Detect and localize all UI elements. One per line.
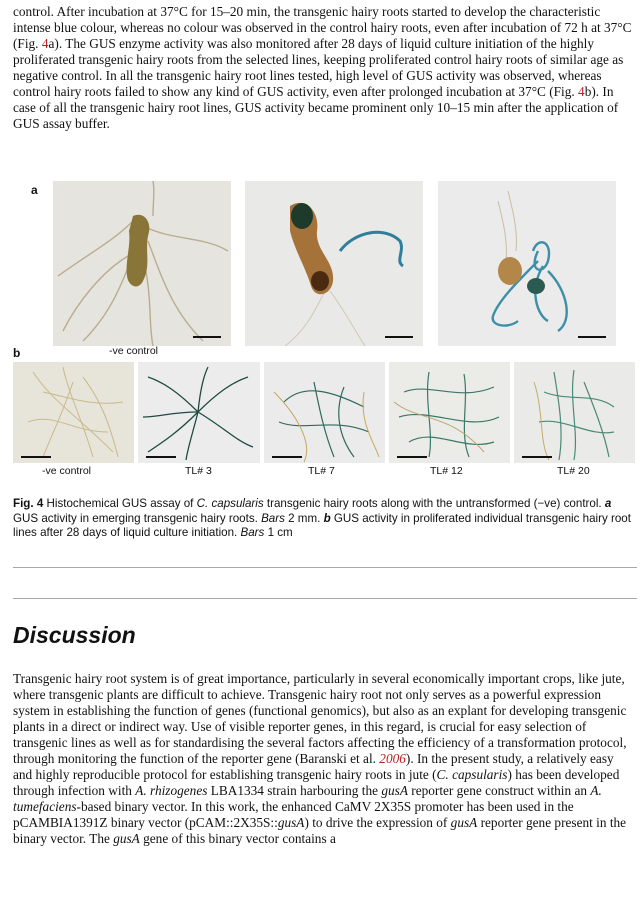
results-paragraph	[13, 4, 633, 132]
caption-bars-label: Bars	[240, 526, 265, 539]
paragraph-text: control. After incubation at 37°C for 15–20 min, the transgenic hairy roots started to develop the characteristic intense blue colour, whereas no colour was observed in the control hairy roots, even after incubation of 72 h at 37°C (Fig.	[13, 4, 632, 51]
panel-b-control-image	[13, 362, 134, 463]
scale-bar	[522, 456, 552, 458]
species-name: A. rhizogenes	[135, 783, 208, 798]
gene-name: gusA	[277, 815, 305, 830]
scale-bar	[397, 456, 427, 458]
paragraph-text: -based binary vector. In this work, the enhanced CaMV 2X35S promoter has been used in the pCAMBIA1391Z binary vector (pCAM::2X35S::	[13, 799, 574, 830]
scale-bar	[146, 456, 176, 458]
discussion-heading: Discussion	[13, 622, 136, 648]
hairy-root-gus-illustration	[438, 181, 616, 346]
caption-bars-label: Bars	[261, 511, 285, 525]
figure-caption	[13, 497, 633, 541]
caption-panel-a: a	[604, 497, 612, 510]
caption-text: GUS activity in emerging transgenic hairy roots.	[13, 511, 262, 525]
panel-a-control-label: -ve control	[109, 345, 159, 357]
paragraph-text: ). In the present study, a relatively easy and highly reproducible protocol for establishing transgenic hairy roots in jute (	[13, 751, 614, 782]
caption-panel-b: b	[323, 511, 331, 525]
scale-bar	[193, 336, 221, 338]
scale-bar	[21, 456, 51, 458]
species-name: A. tumefaciens	[13, 783, 602, 814]
figure-reference-link[interactable]: 4	[578, 84, 585, 99]
panel-b-tl7-image	[264, 362, 385, 463]
panel-b-label: TL# 12	[430, 465, 463, 477]
scale-bar	[578, 336, 606, 338]
gene-name: gusA	[450, 815, 478, 830]
gene-name: gusA	[113, 831, 140, 846]
proliferated-roots-gus-illustration	[389, 362, 510, 463]
panel-b-label: TL# 7	[308, 465, 335, 477]
caption-species: C. capsularis	[196, 497, 264, 510]
paragraph-text: reporter gene present in the binary vector. The	[13, 815, 627, 846]
paragraph-text: a). The GUS enzyme activity was also monitored after 28 days of liquid culture initiation of the highly proliferated transgenic hairy roots from the selected lines, keeping proliferated control hairy roots of similar age as negative control. In all the transgenic hairy root lines tested, high level of GUS activity was observed, whereas control hairy roots failed to show any kind of GUS activity, even after prolonged incubation at 37°C (Fig.	[13, 36, 624, 99]
panel-b-label: TL# 3	[185, 465, 212, 477]
panel-b-tl12-image	[389, 362, 510, 463]
caption-text: Histochemical GUS assay of	[43, 497, 197, 510]
paragraph-text: LBA1334 strain harbouring the	[207, 783, 382, 798]
proliferated-roots-gus-illustration	[514, 362, 635, 463]
paragraph-text: gene of this binary vector contains a	[139, 831, 336, 846]
figure-reference-link[interactable]: 4	[41, 36, 49, 51]
paragraph-text: ) has been developed through infection with	[13, 767, 620, 798]
gene-name: gusA	[381, 783, 408, 798]
proliferated-roots-gus-illustration	[138, 362, 260, 463]
proliferated-roots-control-illustration	[13, 362, 134, 463]
discussion-paragraph	[13, 671, 633, 847]
species-name: C. capsularis	[436, 767, 508, 782]
paragraph-text: b). In case of all the transgenic hairy root lines, GUS activity became prominent only 10–15 min after the application of GUS assay buffer.	[13, 84, 619, 131]
paragraph-text: ) to drive the expression of	[304, 815, 451, 830]
caption-figure-label: Fig. 4	[13, 497, 44, 510]
scale-bar	[385, 336, 413, 338]
citation-link[interactable]: 2006	[379, 751, 406, 766]
panel-b-letter: b	[13, 346, 21, 360]
paragraph-text: Transgenic hairy root system is of great importance, particularly in several economically important crops, like jute, where transgenic plants are difficult to achieve. Transgenic hairy root not only serves as a powerful expression system in establishing the function of genes (functional genomics), but also as an explant for developing transgenic plants in a direct or indirect way. Use of visible reporter genes, in this regard, is crucial for easy selection of transgenic lines as well as for standardising the several factors affecting the efficiency of a transformation protocol, through monitoring the function of the reporter gene (Baranski et al.	[13, 671, 627, 766]
proliferated-roots-gus-illustration	[264, 362, 385, 463]
panel-b-tl20-image	[514, 362, 635, 463]
panel-b-label: -ve control	[42, 465, 92, 477]
panel-b-label: TL# 20	[557, 465, 590, 477]
paragraph-text: reporter gene construct within an	[407, 783, 591, 798]
panel-a-transgenic-image-1	[245, 181, 423, 346]
caption-text: 2 mm.	[284, 511, 324, 525]
caption-text: GUS activity in proliferated individual transgenic hairy root lines after 28 days of liquid culture initiation.	[13, 511, 631, 539]
section-divider	[13, 567, 637, 568]
section-divider	[13, 598, 637, 599]
hairy-root-control-illustration	[53, 181, 231, 346]
caption-text: 1 cm	[264, 526, 293, 539]
caption-text: transgenic hairy roots along with the untransformed (−ve) control.	[263, 497, 605, 510]
panel-b-tl3-image	[138, 362, 260, 463]
scale-bar	[272, 456, 302, 458]
panel-a-control-image	[53, 181, 231, 346]
panel-a-letter: a	[31, 183, 38, 197]
panel-a-transgenic-image-2	[438, 181, 616, 346]
hairy-root-gus-illustration	[245, 181, 423, 346]
